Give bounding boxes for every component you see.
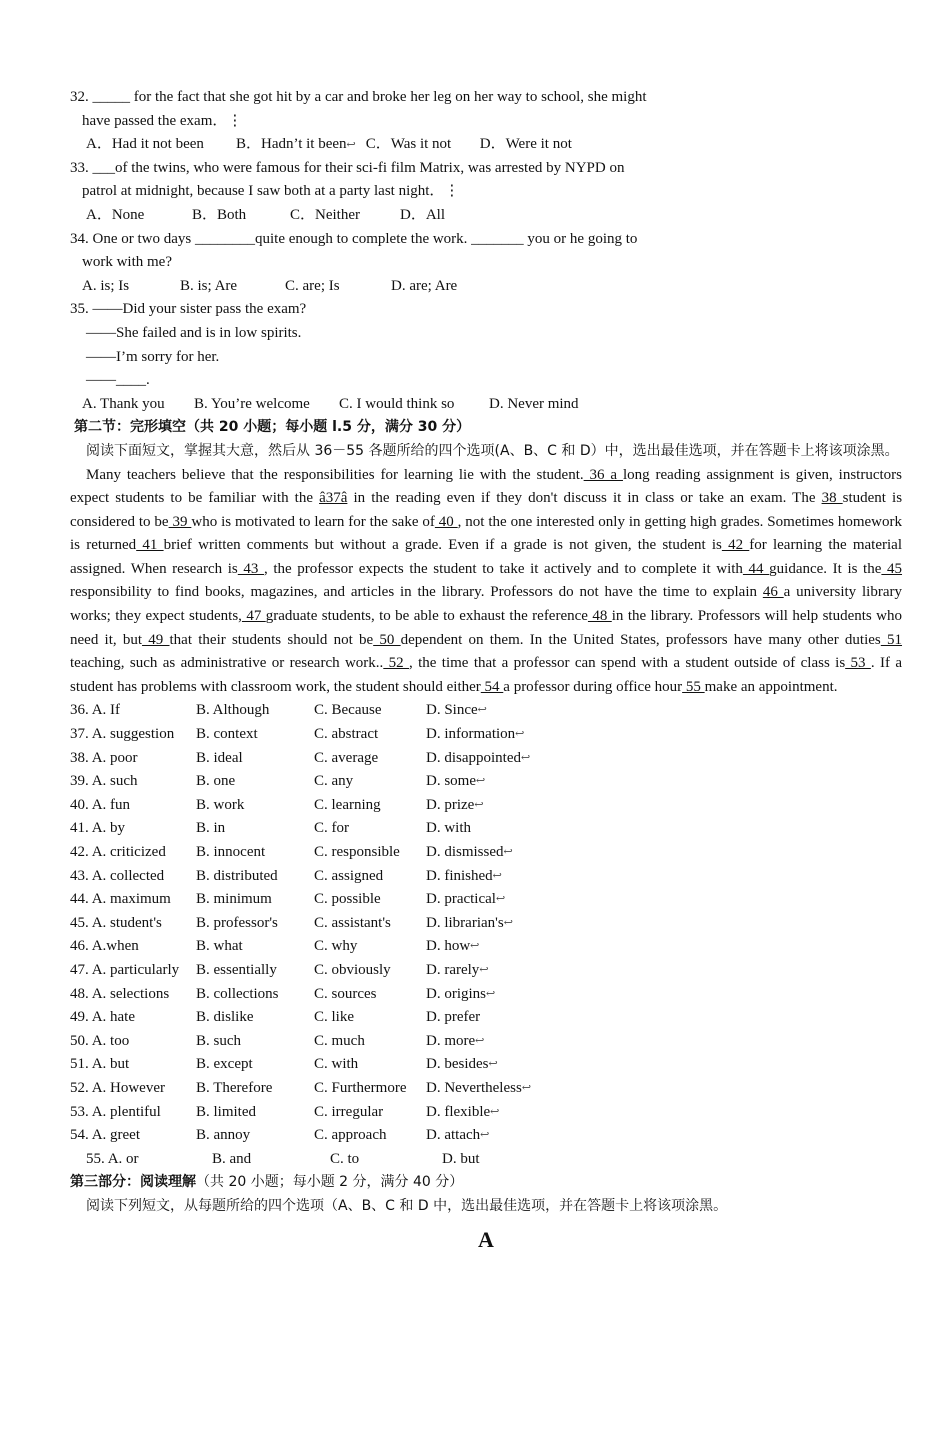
cloze-option-row (70, 935, 902, 959)
cloze-option-b: B. and (212, 1150, 252, 1167)
blank-39: 39 (168, 513, 192, 530)
cloze-option-c: C. like (314, 1009, 354, 1026)
cloze-option-d: D. but (442, 1150, 480, 1167)
cloze-option-b: B. in (196, 820, 226, 837)
return-mark-icon: ↩︎ (490, 1105, 500, 1118)
option-a-text: A. too (91, 1032, 130, 1049)
q35-dialog-2: ——I’m sorry for her. (86, 348, 220, 365)
cloze-option-a (70, 1006, 196, 1030)
exam-page (70, 86, 902, 1255)
section3-title: 第三部分：阅读理解（共 20 小题；每小题 2 分，满分 40 分） (70, 1174, 464, 1191)
return-mark-icon: ↩︎ (492, 869, 502, 882)
return-mark-icon: ↩︎ (475, 1034, 485, 1047)
section2-instruction: 阅读下面短文，掌握其大意，然后从 36－55 各题所给的四个选项(A、B、C 和 D）中，选出最佳选项，并在答题卡上将该项涂黑。 (86, 442, 899, 459)
cloze-option-row (70, 770, 902, 794)
cloze-option-b: B. annoy (196, 1127, 251, 1144)
option-a-text: A.when (91, 938, 139, 955)
cloze-option-row (70, 1101, 902, 1125)
q33-option-a: A．None (86, 206, 145, 223)
question-number: 48. (70, 985, 89, 1002)
cloze-option-b: B. minimum (196, 891, 272, 908)
cloze-option-a (70, 1053, 196, 1077)
blank-45: 45 (881, 560, 903, 577)
cloze-option-a (70, 1101, 196, 1125)
return-mark-icon: ↩︎ (495, 893, 506, 906)
cloze-option-d: D. practical (426, 891, 496, 908)
option-a-text: A. poor (91, 749, 138, 766)
cloze-option-c: C. to (330, 1150, 360, 1167)
cloze-option-row (70, 983, 902, 1007)
cloze-option-d: D. rarely (426, 961, 480, 978)
blank-51: 51 (880, 631, 903, 648)
return-mark-icon: ↩︎ (486, 987, 496, 1000)
cloze-option-b: B. ideal (196, 749, 243, 766)
cloze-option-c: C. average (314, 749, 379, 766)
q32-option-b: B．Hadn’t it been↩︎ (236, 133, 356, 157)
q32-option-d: D．Were it not (479, 136, 572, 153)
cloze-option-d: D. attach (426, 1127, 481, 1144)
blank-46: 46 (762, 584, 784, 601)
option-a-text: A. student's (91, 914, 162, 931)
q35-stem: 35. ——Did your sister pass the exam? (70, 301, 307, 318)
blank-53: 53 (845, 655, 871, 672)
cloze-option-c: C. Furthermore (314, 1079, 407, 1096)
q34-option-c: C. are; Is (285, 277, 340, 294)
blank-54: 54 (480, 678, 504, 695)
q35-option-a: A. Thank you (82, 395, 165, 412)
cloze-passage: Many teachers believe that the responsibilities for learning lie with the student. 36 a long reading assignment is given, instructors expect students to be familiar with the â37â in the reading even if they don't discuss it in class or take an exam. The 38 student is considered to be 39 who is motivated to learn for the sake of 40 , not the one interested only in getting high grades. Sometimes homework is returned 41 brief written comments but without a grade. Even if a grade is not given, the student is 42 for learning the material assigned. When research is 43 , the professor expects the student to take it actively and to complete it with 44 guidance. It is the 45 responsibility to find books, magazines, and articles in the library. Professors do not have the time to explain 46 a university library works; they expect students, 47 graduate students, to be able to exhaust the reference 48 in the library. Professors will help students who need it, but 49 that their students should not be 50 dependent on them. In the United States, professors have many other duties 51 teaching, such as administrative or research work.. 52 , the time that a professor can spend with a student outside of class is 53 . If a student has problems with classroom work, the student should either 54 a professor during office hour 55 make an appointment. (70, 466, 903, 695)
question-number: 38. (70, 749, 89, 766)
cloze-option-row (70, 1053, 902, 1077)
cloze-option-a (70, 935, 196, 959)
cloze-option-b: B. essentially (196, 961, 277, 978)
cloze-option-d: D. Since (426, 702, 478, 719)
cloze-option-c: C. obviously (314, 961, 391, 978)
cloze-option-d: D. dismissed (426, 844, 504, 860)
cloze-option-a (70, 912, 196, 936)
cloze-option-d: D. with (426, 820, 471, 837)
cloze-option-row (70, 959, 902, 983)
question-number: 49. (70, 1009, 89, 1026)
cloze-option-row (70, 888, 902, 912)
q35-option-d: D. Never mind (489, 395, 579, 412)
q34-stem-cont: work with me? (82, 254, 172, 271)
q33-option-d: D．All (400, 206, 446, 223)
cloze-option-a (70, 865, 196, 889)
cloze-option-row (70, 912, 902, 936)
cloze-option-b: B. distributed (196, 867, 278, 884)
cloze-option-c: C. abstract (314, 726, 379, 743)
question-number: 46. (70, 938, 89, 955)
q32-option-c: C．Was it not (365, 136, 452, 153)
return-mark-icon: ↩︎ (476, 775, 486, 788)
cloze-option-c: C. sources (314, 985, 377, 1002)
cloze-option-b: B. professor's (196, 914, 278, 931)
question-number: 54. (70, 1127, 89, 1144)
blank-42: 42 (721, 537, 750, 554)
cloze-option-c: C. much (314, 1032, 365, 1049)
q32-stem: 32. _____ for the fact that she got hit by a car and broke her leg on her way to school, she might (70, 89, 647, 105)
q34-options (70, 275, 902, 299)
cloze-option-c: C. why (314, 938, 358, 955)
cloze-option-a (70, 747, 196, 771)
q33-stem-cont: patrol at midnight, because I saw both at a party last night．⋮ (82, 183, 460, 200)
cloze-option-c: C. approach (314, 1127, 387, 1144)
q35-option-b: B. You’re welcome (194, 395, 310, 412)
cloze-option-c: C. learning (314, 796, 381, 813)
cloze-option-d: D. information (426, 726, 516, 743)
cloze-option-b: B. one (196, 773, 236, 790)
cloze-option-a (70, 983, 196, 1007)
option-a-text: A. suggestion (91, 726, 175, 743)
cloze-option-d: D. finished (426, 867, 493, 884)
cloze-option-c: C. possible (314, 891, 381, 908)
cloze-option-d: D. more (426, 1032, 476, 1049)
cloze-option-a (70, 841, 196, 865)
cloze-option-d: D. besides (426, 1056, 489, 1073)
q32-stem-cont: have passed the exam．⋮ (82, 112, 243, 129)
cloze-option-a (86, 1148, 212, 1172)
return-mark-icon: ↩︎ (474, 798, 484, 811)
cloze-option-c: C. with (314, 1056, 359, 1073)
section3-instruction: 阅读下列短文，从每题所给的四个选项（A、B、C 和 D 中，选出最佳选项，并在答题卡上将该项涂黑。 (86, 1197, 728, 1214)
cloze-option-row (70, 794, 902, 818)
blank-47: 47 (241, 608, 266, 625)
question-number: 44. (70, 891, 89, 908)
option-a-text: A. particularly (91, 961, 180, 978)
q34-stem: 34. One or two days ________quite enough to complete the work. _______ you or he going to (70, 230, 638, 247)
cloze-option-row (70, 747, 902, 771)
cloze-option-a (70, 817, 196, 841)
option-a-text: A. hate (91, 1009, 136, 1026)
question-number: 42. (70, 844, 89, 860)
q32-options (70, 133, 902, 157)
blank-38: 38 (821, 490, 843, 507)
question-number: 40. (70, 796, 89, 813)
return-mark-icon: ↩︎ (488, 1058, 498, 1071)
q35-dialog-3: ——____. (86, 372, 150, 389)
q33-options (70, 204, 902, 228)
cloze-option-row (70, 1006, 902, 1030)
return-mark-icon: ↩︎ (470, 940, 480, 953)
question-number: 43. (70, 867, 89, 884)
cloze-option-d: D. Nevertheless (426, 1079, 522, 1096)
cloze-option-c: C. responsible (314, 844, 400, 860)
cloze-option-d: D. prefer (426, 1009, 481, 1026)
cloze-option-row (70, 723, 902, 747)
blank-37: â37â (319, 490, 348, 507)
cloze-option-c: C. irregular (314, 1103, 384, 1120)
q35-option-c: C. I would think so (339, 395, 455, 412)
option-a-text: A. such (91, 773, 138, 790)
question-number: 37. (70, 726, 89, 743)
question-number: 41. (70, 820, 89, 837)
return-mark-icon: ↩︎ (480, 1129, 490, 1142)
cloze-option-c: C. any (314, 773, 354, 790)
cloze-option-a (70, 888, 196, 912)
blank-52: 52 (383, 655, 410, 672)
cloze-option-row (70, 865, 902, 889)
cloze-option-b: B. such (196, 1032, 241, 1049)
blank-44: 44 (742, 560, 770, 577)
blank-50: 50 (373, 631, 401, 648)
cloze-option-b: B. work (196, 796, 245, 813)
question-number: 45. (70, 914, 89, 931)
cloze-option-row (70, 1148, 902, 1172)
cloze-options (70, 699, 902, 1171)
cloze-option-row (70, 1030, 902, 1054)
cloze-option-a (70, 699, 196, 723)
blank-40: 40 (434, 513, 458, 530)
return-mark-icon: ↩︎ (479, 963, 489, 976)
option-a-text: A. or (107, 1150, 139, 1167)
return-mark-icon: ↩︎ (503, 916, 513, 929)
q34-option-a: A. is; Is (82, 277, 130, 294)
question-number: 39. (70, 773, 89, 790)
return-mark-icon: ↩︎ (346, 139, 356, 152)
section2-title: 第二节：完形填空（共 20 小题；每小题 l.5 分，满分 30 分） (74, 419, 471, 436)
cloze-option-b: B. innocent (196, 844, 266, 860)
return-mark-icon: ↩︎ (477, 704, 487, 717)
question-number: 55. (86, 1150, 105, 1167)
option-a-text: A. maximum (91, 891, 171, 908)
option-a-text: A. greet (91, 1127, 140, 1144)
cloze-option-b: B. dislike (196, 1009, 254, 1026)
option-a-text: A. criticized (91, 844, 166, 860)
option-a-text: A. but (91, 1056, 130, 1073)
cloze-option-row (70, 817, 902, 841)
cloze-option-d: D. how (426, 938, 471, 955)
cloze-option-d: D. disappointed (426, 749, 521, 766)
option-a-text: A. collected (91, 867, 165, 884)
cloze-option-b: B. except (196, 1056, 253, 1073)
return-mark-icon: ↩︎ (503, 846, 513, 858)
option-a-text: A. If (91, 702, 121, 719)
cloze-option-c: C. assistant's (314, 914, 391, 931)
option-a-text: A. However (91, 1079, 165, 1096)
q33-option-c: C．Neither (290, 206, 360, 223)
cloze-option-b: B. Therefore (196, 1079, 273, 1096)
cloze-option-row (70, 841, 902, 865)
cloze-option-a (70, 959, 196, 983)
cloze-option-c: C. assigned (314, 867, 384, 884)
cloze-option-d: D. some (426, 773, 476, 790)
q32-option-a: A．Had it not been (86, 136, 204, 153)
cloze-option-c: C. for (314, 820, 349, 837)
q34-option-b: B. is; Are (180, 277, 238, 294)
cloze-option-b: B. what (196, 938, 243, 955)
cloze-option-b: B. Although (196, 702, 270, 719)
cloze-option-b: B. context (196, 726, 258, 743)
cloze-option-a (70, 1030, 196, 1054)
blank-49: 49 (142, 631, 170, 648)
cloze-option-row (70, 1124, 902, 1148)
cloze-option-a (70, 770, 196, 794)
cloze-option-d: D. prize (426, 796, 475, 813)
blank-43: 43 (237, 560, 264, 577)
cloze-option-a (70, 723, 196, 747)
question-number: 53. (70, 1103, 89, 1120)
cloze-option-a (70, 794, 196, 818)
cloze-option-d: D. librarian's (426, 914, 504, 931)
return-mark-icon: ↩︎ (521, 1081, 532, 1094)
cloze-option-d: D. flexible (426, 1103, 491, 1120)
question-number: 47. (70, 961, 89, 978)
cloze-option-d: D. origins (426, 985, 486, 1002)
q34-option-d: D. are; Are (391, 277, 458, 294)
q35-dialog-1: ——She failed and is in low spirits. (86, 324, 302, 341)
blank-41: 41 (136, 537, 164, 554)
blank-36: 36 a (583, 466, 623, 483)
cloze-option-row (70, 699, 902, 723)
cloze-option-a (70, 1124, 196, 1148)
blank-48: 48 (587, 608, 612, 625)
question-number: 50. (70, 1032, 89, 1049)
q35-options (70, 393, 902, 417)
q33-stem: 33. ___of the twins, who were famous for their sci-fi film Matrix, was arrested by NYPD on (70, 159, 625, 176)
option-a-text: A. plentiful (91, 1103, 161, 1120)
question-number: 52. (70, 1079, 89, 1096)
return-mark-icon: ↩︎ (515, 728, 525, 741)
blank-55: 55 (682, 678, 705, 695)
option-a-text: A. fun (91, 796, 131, 813)
return-mark-icon: ↩︎ (521, 751, 531, 764)
question-number: 51. (70, 1056, 89, 1073)
cloze-option-b: B. limited (196, 1103, 256, 1120)
option-a-text: A. selections (91, 985, 170, 1002)
cloze-option-c: C. Because (314, 702, 382, 719)
q33-option-b: B．Both (192, 206, 247, 223)
cloze-option-row (70, 1077, 902, 1101)
option-a-text: A. by (91, 820, 126, 837)
passage-a-heading: A (478, 1226, 494, 1252)
cloze-option-a (70, 1077, 196, 1101)
question-number: 36. (70, 702, 89, 719)
cloze-option-b: B. collections (196, 985, 279, 1002)
